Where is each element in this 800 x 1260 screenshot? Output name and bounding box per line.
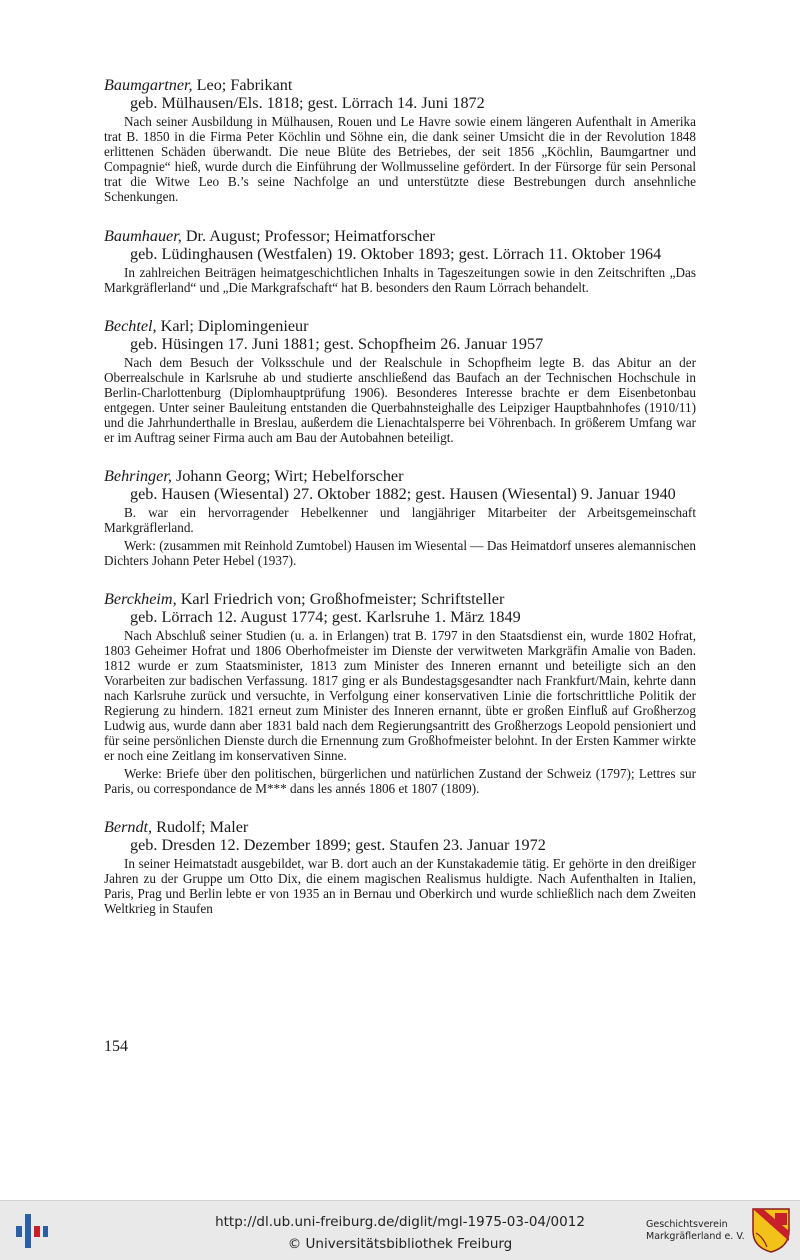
- entry-life-dates: geb. Mülhausen/Els. 1818; gest. Lörrach 14. Juni 1872: [130, 94, 485, 112]
- entry-berckheim: [104, 590, 696, 796]
- entry-name: Baumgartner,: [104, 76, 193, 94]
- biography-entries: [104, 76, 696, 938]
- entry-body: [104, 856, 696, 916]
- entry-title: Johann Georg; Wirt; Hebelforscher: [171, 467, 404, 486]
- entry-body: [104, 628, 696, 796]
- entry-title: Dr. August; Professor; Heimatforscher: [181, 226, 435, 245]
- entry-body: [104, 505, 696, 567]
- entry-baumgartner: [104, 76, 696, 205]
- copyright-notice: © Universitätsbibliothek Freiburg: [287, 1236, 513, 1252]
- entry-life-dates: geb. Lörrach 12. August 1774; gest. Karlsruhe 1. März 1849: [130, 607, 521, 626]
- entry-life-dates: geb. Hausen (Wiesental) 27. Oktober 1882; gest. Hausen (Wiesental) 9. Januar 1940: [130, 485, 676, 504]
- entry-heading: [104, 227, 696, 245]
- entry-life-dates: geb. Lüdinghausen (Westfalen) 19. Oktober 1893; gest. Lörrach 11. Oktober 1964: [130, 244, 662, 263]
- entry-heading: [104, 818, 696, 836]
- entry-body: [104, 114, 696, 205]
- society-name-line1: Geschichtsverein: [646, 1219, 728, 1230]
- entry-name: Behringer,: [104, 467, 172, 486]
- entry-paragraph: In zahlreichen Beiträgen heimatgeschichtlichen Inhalts in Tageszeitungen sowie in den Zeitschriften „Das Markgräflerland“ und „Die Markgrafschaft“ hat B. besonders den Raum Lörrach behandelt.: [104, 264, 696, 295]
- entry-body: [104, 265, 696, 295]
- entry-berndt: [104, 818, 696, 916]
- entry-heading: [104, 590, 696, 608]
- society-name: [646, 1219, 746, 1242]
- entry-paragraph: B. war ein hervorragender Hebelkenner und langjähriger Mitarbeiter der Arbeitsgemeinschaft Markgräflerland.: [104, 505, 696, 536]
- entry-works: Werke: Briefe über den politischen, bürgerlichen und natürlichen Zustand der Schweiz (1797); Lettres sur Paris, ou correspondance de M*** dans les annés 1806 et 1807 (1809).: [104, 765, 696, 796]
- entry-paragraph: Nach dem Besuch der Volksschule und der Realschule in Schopfheim legte B. das Abitur an der Oberrealschule in Karlsruhe ab und studierte anschließend das Baufach an der Technischen Hochschule in Berlin-Charlottenburg (Diplomhauptprüfung 1906). Besonderes Interesse brachte er dem Eisenbetonbau entgegen. Unter seiner Bauleitung entstanden die Querbahnsteighalle des Leipziger Hauptbahnhofes (1910/11) und die Jahrhunderthalle in Breslau, außerdem die Lienachtalsperre bei Vöhrenbach. In größerem Umfang war er im Auftrag seiner Firma auch am Bau der Autobahnen beteiligt.: [104, 354, 696, 446]
- entry-works: Werk: (zusammen mit Reinhold Zumtobel) Hausen im Wiesental — Das Heimatdorf unseres alemannischen Dichters Johann Peter Hebel (1937).: [104, 537, 696, 568]
- entry-title: Rudolf; Maler: [152, 817, 249, 836]
- entry-name: Berndt,: [104, 817, 153, 836]
- entry-name: Berckheim,: [104, 589, 177, 608]
- entry-title: Leo; Fabrikant: [192, 76, 293, 94]
- entry-body: [104, 355, 696, 446]
- entry-heading: [104, 76, 696, 94]
- viewer-footer: [0, 1200, 800, 1260]
- entry-heading: [104, 317, 696, 335]
- entry-baumhauer: [104, 227, 696, 295]
- entry-behringer: [104, 467, 696, 567]
- entry-title: Karl; Diplomingenieur: [156, 316, 309, 335]
- entry-name: Baumhauer,: [104, 226, 182, 245]
- entry-paragraph: In seiner Heimatstadt ausgebildet, war B. dort auch an der Kunstakademie tätig. Er gehörte in den dreißiger Jahren zu der Gruppe um Otto Dix, die einem magischen Realismus huldigte. Nach Aufenthalten in Italien, Paris, Prag und Berlin lebte er von 1935 an in Bernau und Oberkirch und wurde schließlich nach dem Zweiten Weltkrieg in Staufen: [104, 855, 696, 916]
- coat-of-arms-icon[interactable]: [751, 1207, 791, 1254]
- permalink-url[interactable]: http://dl.ub.uni-freiburg.de/diglit/mgl-1975-03-04/0012: [215, 1214, 585, 1230]
- entry-heading: [104, 467, 696, 485]
- entry-title: Karl Friedrich von; Großhofmeister; Schriftsteller: [176, 589, 505, 608]
- entry-life-dates: geb. Hüsingen 17. Juni 1881; gest. Schopfheim 26. Januar 1957: [130, 334, 544, 353]
- society-name-line2: Markgräflerland e. V.: [646, 1230, 745, 1242]
- entry-paragraph: Nach seiner Ausbildung in Mülhausen, Rouen und Le Havre sowie einem längeren Aufenthalt in Amerika trat B. 1850 in die Firma Peter Köchlin und Söhne ein, die dank seiner Umsicht die in der Revolution 1848 erlittenen Schäden überwandt. Die neue Blüte des Betriebes, der seit 1856 „Köchlin, Baumgartner und Compagnie“ hieß, wurde durch die Einführung der Wollmusseline gefördert. In der Fürsorge für sein Personal trat die Witwe Leo B.’s seine Nachfolge an und unterstützte diese Bestrebungen durch ansehnliche Schenkungen.: [104, 114, 696, 205]
- entry-paragraph: Nach Abschluß seiner Studien (u. a. in Erlangen) trat B. 1797 in den Staatsdienst ein, wurde 1802 Hofrat, 1803 Geheimer Hofrat und 1806 Oberhofmeister im Dienste der verwitweten Markgräfin Amalie von Baden. 1812 wurde er zum Staatsminister, 1813 zum Minister des Inneren ernannt und beteiligte sich an den Vorarbeiten zur badischen Verfassung. 1817 ging er als Bundestagsgesandter nach Frankfurt/Main, kehrte dann nach Karlsruhe zurück und versuchte, in Verfolgung einer konservativen Linie die fortschrittliche Politik der Regierung zu hindern. 1821 erneut zum Minister des Inneren ernannt, übte er großen Einfluß auf Großherzog Ludwig aus, wurde dann aber 1831 bald nach dem Regierungsantritt des Großherzogs Leopold pensioniert und für seine persönlichen Dienste durch die Ernennung zum Großhofmeister belohnt. In der Ersten Kammer wirkte er noch eine Zeitlang im konservativen Sinne.: [104, 627, 696, 764]
- entry-name: Bechtel,: [104, 316, 157, 335]
- entry-life-dates: geb. Dresden 12. Dezember 1899; gest. Staufen 23. Januar 1972: [130, 835, 546, 854]
- page-number: 154: [104, 1038, 128, 1055]
- entry-bechtel: [104, 317, 696, 446]
